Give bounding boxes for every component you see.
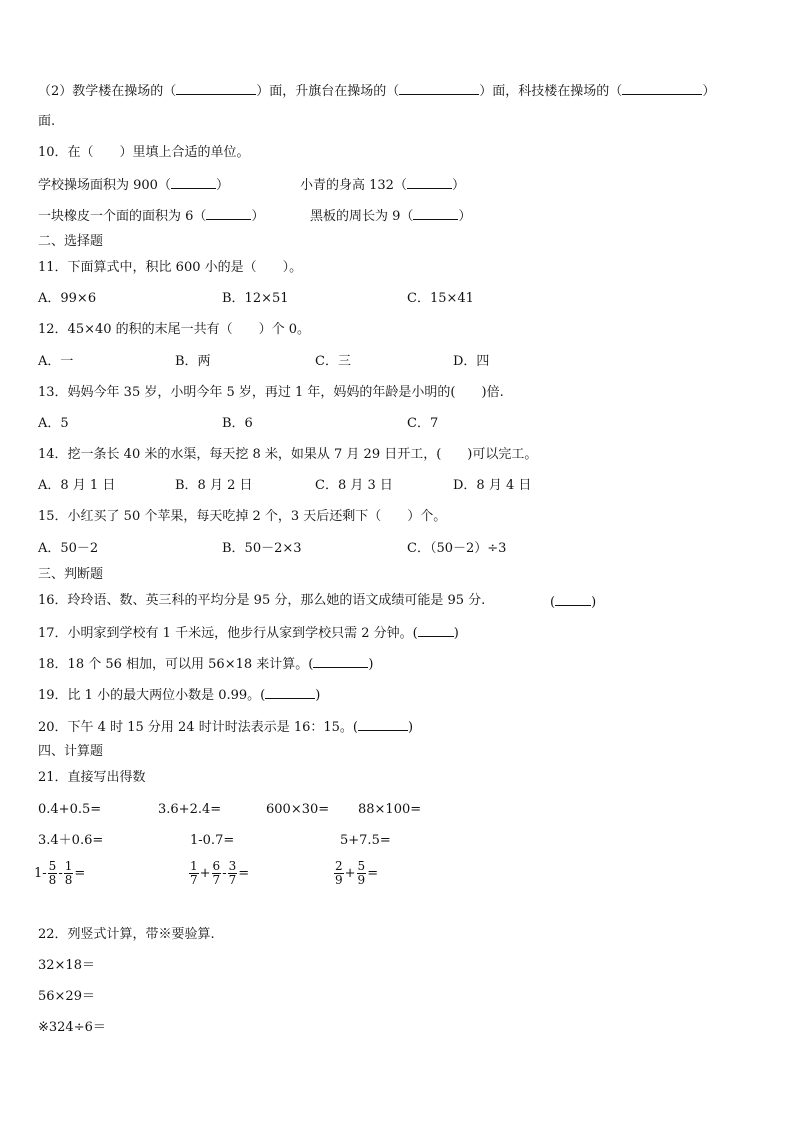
answer-blank[interactable] — [399, 81, 479, 95]
denominator: 7 — [212, 873, 221, 887]
q13-option-c[interactable]: C．7 — [407, 416, 439, 431]
equals: = — [367, 866, 379, 881]
fraction — [189, 860, 199, 887]
q22-stem: 22．列竖式计算，带※要验算. — [38, 927, 215, 942]
q9-part2-text-a: （2）教学楼在操场的（ — [38, 84, 177, 99]
equals: = — [74, 866, 86, 881]
q21-r1-item: 88×100= — [358, 802, 422, 817]
q11-option-a[interactable]: A．99×6 — [38, 291, 97, 306]
q22-item: 56×29＝ — [38, 989, 95, 1004]
q11-option-c[interactable]: C．15×41 — [407, 291, 474, 306]
fraction — [334, 860, 344, 887]
q10-item-d-close: ） — [458, 209, 472, 224]
fraction — [357, 860, 367, 887]
q22-item: ※324÷6＝ — [38, 1020, 106, 1035]
q16-answer — [550, 592, 596, 612]
q13-option-b[interactable]: B．6 — [222, 416, 253, 431]
q15-stem: 15．小红买了 50 个苹果，每天吃掉 2 个，3 天后还剩下（ ）个。 — [38, 509, 447, 524]
q11-option-b[interactable]: B．12×51 — [222, 291, 289, 306]
q20-line — [38, 717, 413, 737]
q12-option-a[interactable]: A．一 — [38, 354, 74, 369]
numerator: 5 — [357, 859, 366, 873]
section-title-judge: 三、判断题 — [38, 567, 104, 582]
section-title-choice: 二、选择题 — [38, 234, 104, 249]
answer-blank[interactable] — [313, 654, 368, 668]
q12-option-d[interactable]: D．四 — [453, 354, 490, 369]
q10-item-b-close: ） — [451, 178, 465, 193]
q9-part2-tail: 面. — [38, 114, 56, 129]
q9-part2-text-c: ）面，科技楼在操场的（ — [479, 84, 623, 99]
q21-r1-item: 0.4+0.5= — [38, 802, 102, 817]
q9-part2-text-b: ）面，升旗台在操场的（ — [256, 84, 400, 99]
answer-blank[interactable] — [171, 175, 216, 189]
operator: - — [58, 866, 63, 881]
q10-item-c-close: ） — [251, 209, 265, 224]
denominator: 8 — [48, 873, 57, 887]
q10-item-c — [38, 206, 264, 226]
denominator: 7 — [228, 873, 237, 887]
q14-option-d[interactable]: D．8 月 4 日 — [453, 478, 532, 493]
q21-r2-item: 3.4＋0.6= — [38, 833, 104, 848]
section-title-calc: 四、计算题 — [38, 744, 104, 759]
q18-close-paren: ) — [368, 657, 374, 672]
q14-stem: 14．挖一条长 40 米的水渠，每天挖 8 米，如果从 7 月 29 日开工，( )可以完工。 — [38, 447, 538, 462]
equals: = — [238, 866, 250, 881]
q21-r1-item: 3.6+2.4= — [158, 802, 222, 817]
answer-blank[interactable] — [622, 81, 702, 95]
q13-stem: 13．妈妈今年 35 岁，小明今年 5 岁，再过 1 年，妈妈的年龄是小明的( )倍. — [38, 385, 504, 400]
q21-r2-item: 5+7.5= — [340, 833, 391, 848]
answer-blank[interactable] — [418, 623, 454, 637]
q17-close-paren: ) — [453, 626, 459, 641]
q21-fraction-item-1 — [34, 860, 85, 887]
answer-blank[interactable] — [555, 592, 591, 606]
fraction — [212, 860, 222, 887]
q16-open-paren: ( — [550, 595, 556, 610]
numerator: 6 — [212, 859, 221, 873]
q21-r1-item: 600×30= — [266, 802, 330, 817]
q20-close-paren: ) — [407, 720, 414, 735]
q9-part2-line — [38, 81, 715, 101]
q22-item: 32×18＝ — [38, 958, 95, 973]
numerator: 1 — [64, 859, 73, 873]
q10-stem: 10．在（ ）里填上合适的单位。 — [38, 145, 250, 160]
q10-item-b — [300, 175, 465, 195]
q9-part2-text-d: ） — [702, 84, 716, 99]
q14-option-c[interactable]: C．8 月 3 日 — [315, 478, 393, 493]
q10-item-a-text: 学校操场面积为 900（ — [38, 178, 171, 193]
numerator: 1 — [190, 859, 198, 873]
answer-blank[interactable] — [206, 206, 251, 220]
operator: - — [222, 866, 227, 881]
denominator: 9 — [357, 873, 366, 887]
numerator: 5 — [48, 859, 57, 873]
q17-text: 17．小明家到学校有 1 千米远，他步行从家到学校只需 2 分钟。( — [38, 626, 418, 641]
q17-line — [38, 623, 459, 643]
q16-close-paren: ) — [591, 595, 597, 610]
denominator: 9 — [335, 873, 343, 887]
q19-line — [38, 685, 320, 705]
answer-blank[interactable] — [358, 717, 408, 731]
q15-option-a[interactable]: A．50－2 — [38, 541, 99, 556]
answer-blank[interactable] — [265, 685, 315, 699]
operator: + — [199, 866, 211, 881]
q15-option-c[interactable]: C．（50－2）÷3 — [407, 541, 507, 556]
numerator: 3 — [228, 859, 237, 873]
denominator: 8 — [64, 873, 73, 887]
q14-option-a[interactable]: A．8 月 1 日 — [38, 478, 116, 493]
q12-option-b[interactable]: B．两 — [175, 354, 211, 369]
q13-option-a[interactable]: A．5 — [38, 416, 69, 431]
q21-fraction-item-2 — [188, 860, 249, 887]
q15-option-b[interactable]: B．50－2×3 — [222, 541, 302, 556]
q12-option-c[interactable]: C．三 — [315, 354, 351, 369]
fraction — [48, 860, 58, 887]
q10-item-b-text: 小青的身高 132（ — [300, 178, 407, 193]
q21-fraction-item-3 — [333, 860, 378, 887]
q10-item-d — [310, 206, 471, 226]
q18-line — [38, 654, 373, 674]
q12-stem: 12．45×40 的积的末尾一共有（ ）个 0。 — [38, 322, 311, 337]
fraction — [64, 860, 74, 887]
q20-text: 20．下午 4 时 15 分用 24 时计时法表示是 16：15。( — [38, 720, 358, 735]
q10-item-a — [38, 175, 229, 195]
q10-item-c-text: 一块橡皮一个面的面积为 6（ — [38, 209, 207, 224]
q11-stem: 11．下面算式中，积比 600 小的是（ ）。 — [38, 260, 303, 275]
q14-option-b[interactable]: B．8 月 2 日 — [175, 478, 253, 493]
q21-r2-item: 1-0.7= — [190, 833, 235, 848]
operator: + — [344, 866, 356, 881]
q10-item-d-text: 黑板的周长为 9（ — [310, 209, 414, 224]
answer-blank[interactable] — [176, 81, 256, 95]
q19-text: 19．比 1 小的最大两位小数是 0.99。( — [38, 688, 266, 703]
q10-item-a-close: ） — [215, 178, 229, 193]
q19-close-paren: ) — [315, 688, 321, 703]
answer-blank[interactable] — [407, 175, 452, 189]
frac-lead: 1- — [34, 866, 47, 881]
denominator: 7 — [190, 873, 198, 887]
answer-blank[interactable] — [413, 206, 458, 220]
fraction — [228, 860, 238, 887]
q18-text: 18．18 个 56 相加，可以用 56×18 来计算。( — [38, 657, 314, 672]
q16-text: 16．玲玲语、数、英三科的平均分是 95 分，那么她的语文成绩可能是 95 分. — [38, 593, 486, 608]
numerator: 2 — [335, 859, 343, 873]
q21-stem: 21．直接写出得数 — [38, 770, 146, 785]
